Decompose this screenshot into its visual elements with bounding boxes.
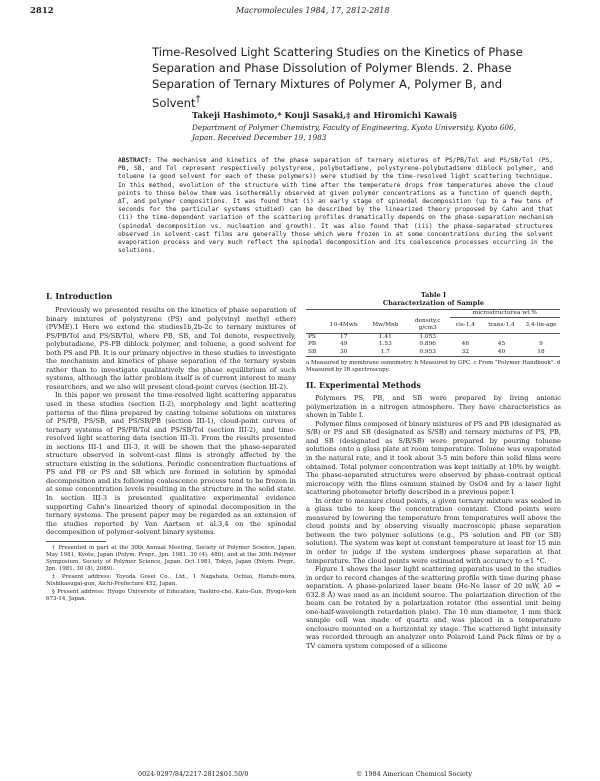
table-header-row <box>306 318 560 333</box>
table-cell: 30 <box>340 348 348 355</box>
table-col-header: 10-4Mwb <box>329 321 358 328</box>
experimental-paragraph-2: Polymer films composed of binary mixtures of PS and PB (designated as S/B) or PS and SB (designated as S/SB) and ternary mixtures of PS, PB, and SB (designated as S/B/SB) were prepared by pouring toluene solutions onto a glass plate at room temperature. Toluene was evaporated in the natural rate, and it took about 3-5 min before thin solid films were obtained. Total polymer concentration was kept initially at 10% by weight. The phase-separated structures were observed by phase-contrast optical microscopy with the films osmium stained by OsO4 and by a laser light scattering photometer briefly described in a previous paper.1 <box>306 419 561 497</box>
table-cell: 18 <box>537 348 545 355</box>
table-cell: 1.7 <box>380 348 390 355</box>
table-cell: 0.896 <box>419 341 436 348</box>
table-cell: 1.41 <box>378 333 392 340</box>
table-title: Table I <box>420 291 447 299</box>
intro-paragraph-1: Previously we presented results on the kinetics of phase separation of binary mixtures of polystyrene (PS) and poly(vinyl methyl ether) (PVME).1 Here we extend the studies1b,2b-2c to ternary mixtures of PS/PB/Tol and PS/SB/Tol, where PB, SB, and Tol denote, respectively, polybutadiene, PS-PB diblock polymer, and toluene, a good solvent for both PS and PB. It is our primary objective in these studies to investigate the mechanism and kinetics of phase separation of the ternary system rather than to investigate qualitatively the phase equilibrium of such systems, although the latter problem itself is of current interest to many researchers, and we also will present cloud-point curves (section III-2). <box>46 306 296 391</box>
table-cell <box>522 333 560 341</box>
table-cell: PS <box>308 333 316 340</box>
table-cell: 45 <box>497 341 506 348</box>
table-col-header: density,c g/cm3 <box>414 317 441 332</box>
section-heading-experimental: II. Experimental Methods <box>306 380 421 391</box>
table-cell: PB <box>308 341 317 348</box>
introduction-body <box>46 306 296 537</box>
journal-running-header: Macromolecules 1984, 17, 2812-2818 <box>236 6 390 15</box>
table-cell: 1.053 <box>419 333 436 340</box>
table-group-header-row <box>306 310 560 318</box>
experimental-paragraph-1: Polymers PS, PB, and SB were prepared by living anionic polymerization in a nitrogen atmosphere. They have characteristics as shown in Table I. <box>306 394 561 420</box>
table-row <box>306 341 560 348</box>
footer-article-code: 0024-9297/84/2217-2812$01.50/0 <box>138 770 249 778</box>
experimental-paragraph-4: Figure 1 shows the laser light scattering apparatus used in the studies in order to record changes of the scattering profile with time during phase separation. A phase-polarized laser beam (He-Ne laser of 20 mW, λ0 = 632.8 Å) was used as an incident source. The polarization direction of the beam can be rotated by a polarization rotator (the essential unit being one-half-wavelength retardation plate). The 10 mm diameter, 1 mm thick sample cell was made of quartz and was placed in a temperature enclosure mounted on a horizontal xy stage. The scattered light intensity was recorded through an analyzer onto Polaroid Land Pack films or by a TV camera system composed of a silicone <box>306 565 561 650</box>
intro-paragraph-2: In this paper we present the time-resolved light scattering apparatus used in these studies (section II-2), morphology and light scattering patterns of the films prepared by casting toluene solutions on mixtures of PS/PB, PS/SB, and PS/SB/PB (section III-1), cloud-point curves of ternary systems of PS/PB/Tol and PS/SB/Tol (section III-2), and time-resolved light scattering data (section III-3). From the results presented in sections III-1 and III-3, it will be shown that the phase-separated structure observed in solvent-cast films is strongly affected by the structure existing in the solutions. Periodic concentration fluctuations of PS and PB or PS and SB which are formed in solution by spinodal decomposition and its following coalescence process tend to be frozen in at some concentration levels resulting in the structure in the solid state. In section III-3 is presented qualitative experimental evidence supporting Cahn's linearized theory of spinodal decomposition in the ternary systems. The present paper may be regarded as an extension of the studies reported by Van Aartsen et al.3,4 on the spinodal decomposition of polymer-solvent binary systems. <box>46 391 296 537</box>
table-cell: 32 <box>461 348 470 355</box>
footnote-present-address-2: § Present address: Hyogo University of Education, Yashiro-cho, Kato-Gun, Hyogo-ken 673-14, Japan. <box>46 589 296 603</box>
table-col-header: Mw/Mnb <box>372 321 399 328</box>
table-subtitle: Characterization of Sample <box>382 299 485 307</box>
table-col-header: cis-1,4 <box>455 321 475 328</box>
right-column <box>306 291 561 651</box>
section-heading-introduction: I. Introduction <box>46 291 113 301</box>
footnote-rule <box>46 541 106 542</box>
table-1 <box>306 291 561 374</box>
table-grid <box>306 310 560 357</box>
table-cell: 9 <box>539 341 543 348</box>
table-col-header: 3,4-lin-age <box>525 321 557 328</box>
table-row <box>306 333 560 341</box>
title-footnote-mark: † <box>195 94 201 105</box>
table-cell: 49 <box>340 341 348 348</box>
footnote-present-address-1: ‡ Present address: Toyoda Gosei Co., Ltd., 1 Nagahata, Ochiai, Haruhi-mura, Nishikasugai-gun, Aichi-Prefecture 452, Japan. <box>46 574 296 588</box>
table-cell: 40 <box>497 348 506 355</box>
table-cell: 46 <box>461 341 470 348</box>
table-notes: a Measured by membrane osmometry. b Measured by GPC. c From "Polymer Handbook". d Measured by IR spectroscopy. <box>306 359 561 374</box>
experimental-paragraph-3: In order to measure cloud points, a given ternary mixture was sealed in a glass tube to keep the concentration constant. Cloud points were measured by lowering the temperature from temperatures well above the cloud points and by observing visually macroscopic phase separation between the two polymer solutions (e.g., PS solution and PB (or SB) solution). The system was kept at constant temperature at least for 15 min in order to judge if the system undergoes phase separation at that temperature. The cloud points were estimated with accuracy to ±1 °C. <box>306 496 561 565</box>
page-number: 2812 <box>30 6 54 16</box>
table-cell <box>450 333 481 341</box>
abstract-label: ABSTRACT: <box>118 157 152 164</box>
footnote-presented: † Presented in part at the 30th Annual Meeting, Society of Polymer Science, Japan, May 1981, Kyoto, Japan (Polym. Prepr., Jpn. 1981, 30 (4), 480), and at the 30th Polymer Symposium, Society of Polymer Science, Japan, Oct 1981, Tokyo, Japan (Polym. Prepr., Jpn. 1981, 30 (8), 2089). <box>46 544 296 573</box>
table-row <box>306 349 560 357</box>
table-cell: 1.53 <box>378 341 392 348</box>
table-cell <box>481 333 522 341</box>
article-title-text: Time-Resolved Light Scattering Studies on the Kinetics of Phase Separation and Phase Dissolution of Polymer Blends. 2. Phase Separation of Ternary Mixtures of Polymer A, Polymer B, and Solvent <box>152 45 523 110</box>
experimental-body <box>306 394 561 650</box>
table-cell: 17 <box>340 333 348 340</box>
abstract <box>118 157 553 255</box>
article-affiliation: Department of Polymer Chemistry, Faculty of Engineering, Kyoto University, Kyoto 606, Japan. Received December 19, 1983 <box>192 123 517 142</box>
table-cell: 0.953 <box>419 348 436 355</box>
article-title <box>152 44 552 111</box>
table-cell: SB <box>308 348 317 355</box>
article-authors: Takeji Hashimoto,* Kouji Sasaki,‡ and Hiromichi Kawai§ <box>192 110 457 120</box>
table-col-header: trans-1,4 <box>488 321 515 328</box>
table-group-header: microstructurea wt % <box>450 310 560 318</box>
table-col-header <box>306 318 322 333</box>
left-column <box>46 291 296 605</box>
footer-copyright: © 1984 American Chemical Society <box>356 770 472 778</box>
footnotes <box>46 545 296 604</box>
abstract-text: The mechanism and kinetics of the phase separation of ternary mixtures of PS/PB/Tol and PS/SB/Tol (PS, PB, SB, and Tol represent respectively polystyrene, polybutadiene, polystyrene-polybutadiene diblock polymer, and toluene (a good solvent for each of these polymers)) were studied by the time-resolved light scattering technique. In this method, evolution of the structure with time after the temperature drops from temperatures above the cloud points to those below them was isothermally observed at given polymer concentrations as a function of quench depth, ΔT, and polymer compositions. It was found that (i) an early stage of spinodal decomposition (up to a few tens of seconds for the particular systems studied) can be described by the linearized theory proposed by Cahn and that (ii) the time-dependent variation of the scattering profiles dramatically depends on the phase-separation mechanism (spinodal decomposition vs. nucleation and growth). It was also found that (iii) the phase-separated structures observed in solvent-cast films are generally those which were frozen in at some concentrations during the solvent evaporation process and very much reflect the spinodal decomposition and its coalescence processes occurring in the solutions. <box>118 157 554 255</box>
